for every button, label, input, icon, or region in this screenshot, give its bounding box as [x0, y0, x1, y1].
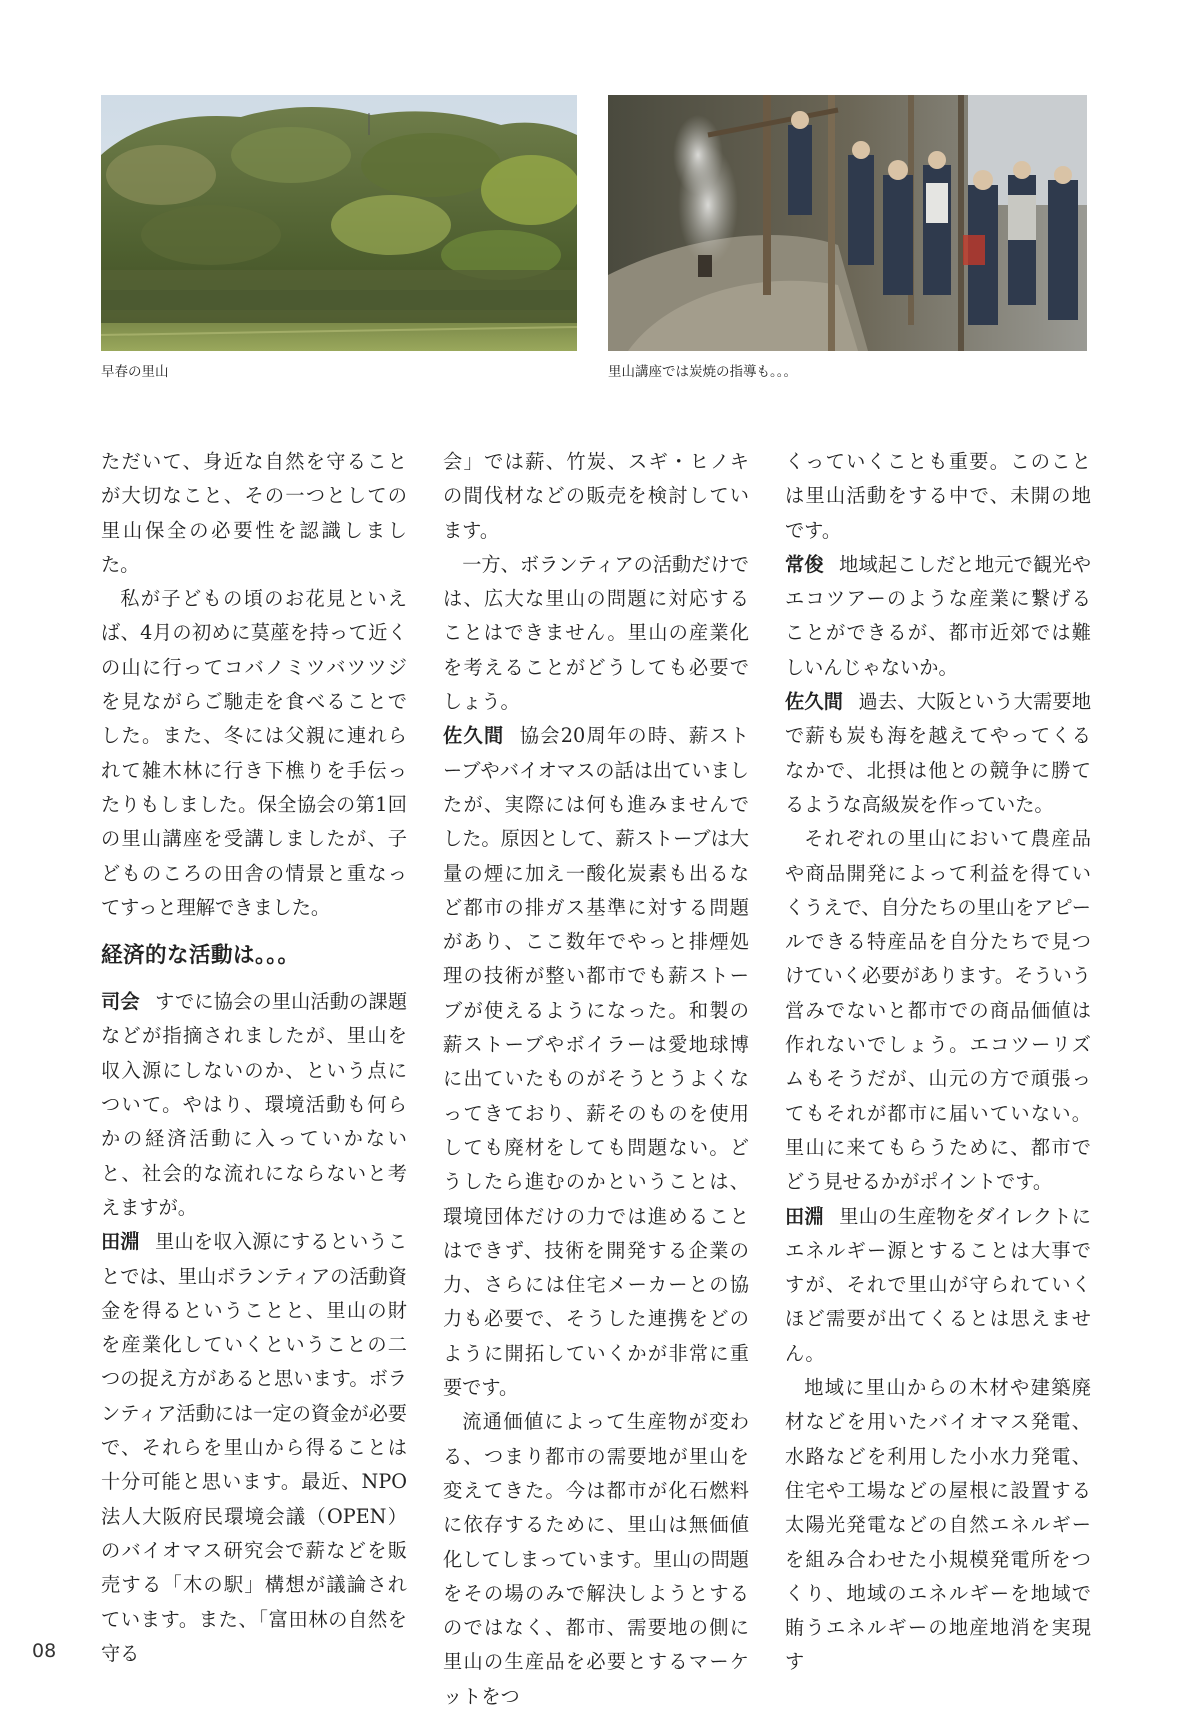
satoyama-photo-image [101, 95, 577, 351]
charcoal-kiln-photo-image [608, 95, 1087, 351]
section-heading: 経済的な活動は。。。 [101, 943, 300, 969]
speaker-text: 里山の生産物をダイレクトにエネルギー源とすることは大事ですが、それで里山が守られていくほど需要が出てくるとは思えません。 [785, 1204, 1091, 1365]
speaker-paragraph [443, 719, 749, 1405]
photo-early-spring-satoyama [101, 95, 577, 351]
speaker-paragraph [785, 548, 1091, 685]
text-column-2 [443, 445, 749, 1714]
paragraph: 地域に里山からの木材や建築廃材などを用いたバイオマス発電、水路などを利用した小水力発電、住宅や工場などの屋根に設置する太陽光発電などの自然エネルギーを組み合わせた小規模発電所をつくり、地域のエネルギーを地域で賄うエネルギーの地産地消を実現す [785, 1376, 1091, 1674]
speaker-text: 地域起こしだと地元で観光やエコツアーのような産業に繋げることができるが、都市近郊では難しいんじゃないか。 [785, 552, 1092, 679]
speaker-name: 司会 [101, 990, 140, 1014]
paragraph: 会」では薪、竹炭、スギ・ヒノキの間伐材などの販売を検討しています。 [443, 450, 749, 542]
speaker-name: 佐久間 [785, 690, 844, 714]
speaker-paragraph [785, 1200, 1091, 1371]
speaker-name: 常俊 [785, 552, 824, 576]
paragraph: 一方、ボランティアの活動だけでは、広大な里山の問題に対応することはできません。里山の産業化を考えることがどうしても必要でしょう。 [443, 552, 749, 714]
photo-caption-right: 里山講座では炭焼の指導も。。。 [608, 364, 797, 380]
speaker-paragraph [785, 685, 1091, 822]
speaker-text: 里山を収入源にするということでは、里山ボランティアの活動資金を得るということと、里山の財を産業化していくということの二つの捉え方があると思います。ボランティア活動には一定の資金が必要で、それらを里山から得ることは十分可能と思います。最近、NPO法人大阪府民環境会議（OPEN）のバイオマス研究会で薪などを販売する「木の駅」構想が議論されています。また、「富田林の自然を守る [101, 1230, 408, 1665]
speaker-text: 協会20周年の時、薪ストーブやバイオマスの話は出ていましたが、実際には何も進みませんでした。原因として、薪ストーブは大量の煙に加え一酸化炭素も出るなど都市の排ガス基準に対する問題があり、ここ数年でやっと排煙処理の技術が整い都市でも薪ストーブが使えるようになった。和製の薪ストーブやボイラーは愛地球博に出ていたものがそうとうよくなってきており、薪そのものを使用しても廃材をしても問題ない。どうしたら進むのかということは、環境団体だけの力では進めることはできず、技術を開発する企業の力、さらには住宅メーカーとの協力も必要で、そうした連携をどのように開拓していくかが非常に重要です。 [443, 724, 749, 1400]
speaker-name: 佐久間 [443, 724, 505, 748]
paragraph: それぞれの里山において農産品や商品開発によって利益を得ていくうえで、自分たちの里山をアピールできる特産品を自分たちで見つけていく必要があります。そういう営みでないと都市での商品価値は作れないでしょう。エコツーリズムもそうだが、山元の方で頑張ってもそれが都市に届いていない。里山に来てもらうために、都市でどう見せるかがポイントです。 [785, 827, 1091, 1194]
text-column-1 [101, 445, 407, 1671]
paragraph: くっていくことも重要。このことは里山活動をする中で、未開の地です。 [785, 450, 1091, 542]
speaker-text: すでに協会の里山活動の課題などが指摘されましたが、里山を収入源にしないのか、という点について。やはり、環境活動も何らかの経済活動に入っていかないと、社会的な流れにならないと考えますが。 [101, 990, 408, 1219]
photo-caption-left: 早春の里山 [101, 364, 169, 380]
speaker-name: 田淵 [785, 1204, 824, 1228]
speaker-paragraph [101, 1225, 407, 1671]
text-column-3 [785, 445, 1091, 1680]
speaker-name: 田淵 [101, 1230, 140, 1254]
paragraph: 流通価値によって生産物が変わる、つまり都市の需要地が里山を変えてきた。今は都市が化石燃料に依存するために、里山は無価値化してしまっています。里山の問題をその場のみで解決しようとするのではなく、都市、需要地の側に里山の生産品を必要とするマーケットをつ [443, 1410, 749, 1708]
page-number: 08 [32, 1640, 57, 1662]
speaker-paragraph [101, 985, 407, 1225]
speaker-text: 過去、大阪という大需要地で薪も炭も海を越えてやってくるなかで、北摂は他との競争に勝てるような高級炭を作っていた。 [785, 690, 1092, 816]
photo-charcoal-kiln-lesson [608, 95, 1087, 351]
paragraph: 私が子どもの頃のお花見といえば、4月の初めに茣蓙を持って近くの山に行ってコバノミツバツツジを見ながらご馳走を食べることでした。また、冬には父親に連れられて雑木林に行き下樵りを手伝ったりもしました。保全協会の第1回の里山講座を受講しましたが、子どものころの田舎の情景と重なってすっと理解できました。 [101, 587, 407, 919]
paragraph: ただいて、身近な自然を守ることが大切なこと、その一つとしての里山保全の必要性を認識しました。 [101, 450, 407, 576]
